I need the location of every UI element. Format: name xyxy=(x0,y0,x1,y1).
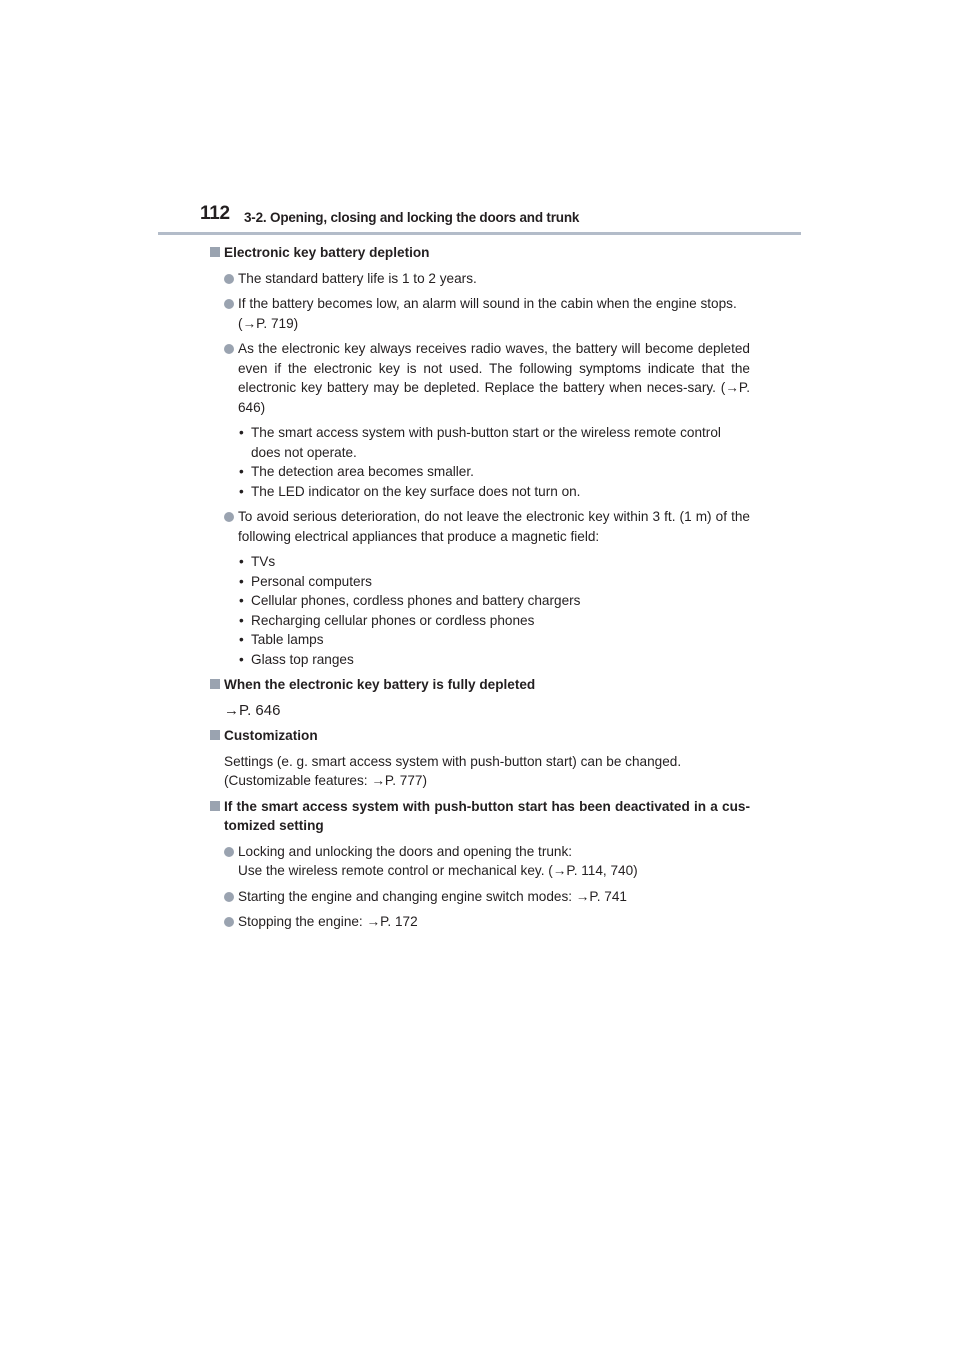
heading-battery-depletion: Electronic key battery depletion xyxy=(210,243,750,263)
page-number: 112 xyxy=(200,203,230,224)
list-item: • Personal computers xyxy=(239,573,372,589)
bullet-low-battery-alarm: If the battery becomes low, an alarm will sound in the cabin when the engine stops. (→P. 719) xyxy=(210,294,750,333)
circle-bullet-icon xyxy=(224,892,234,902)
list-item: • Cellular phones, cordless phones and battery chargers xyxy=(239,593,581,608)
page-content xyxy=(210,243,750,938)
list-item: • The smart access system with push-button start or the wireless remote control does not operate. xyxy=(239,425,721,460)
heading-deactivated: If the smart access system with push-button start has been deactivated in a cus-tomized setting xyxy=(210,797,750,836)
bullet-radio-waves: As the electronic key always receives radio waves, the battery will become depleted even if the electronic key is not used. The following symptoms indicate that the electronic key battery may be depleted. Replace the battery when neces-sary. (→P. 646) xyxy=(210,339,750,417)
customization-text: Settings (e. g. smart access system with push-button start) can be changed. (Customizable features: →P. 777) xyxy=(224,753,682,788)
page-reference: →P. 646 xyxy=(224,701,281,719)
page-reference: (→P. 719) xyxy=(238,315,299,331)
circle-bullet-icon xyxy=(224,344,234,354)
symptom-list xyxy=(210,423,750,501)
square-bullet-icon xyxy=(210,730,220,740)
bullet-starting-engine: Starting the engine and changing engine switch modes: →P. 741 xyxy=(210,887,750,907)
list-item: • The detection area becomes smaller. xyxy=(239,464,474,479)
appliance-list xyxy=(210,552,750,669)
heading-customization: Customization xyxy=(210,726,750,746)
bullet-magnetic-field: To avoid serious deterioration, do not leave the electronic key within 3 ft. (1 m) of the following electrical appliances that produce a magnetic field: xyxy=(210,507,750,546)
circle-bullet-icon xyxy=(224,274,234,284)
circle-bullet-icon xyxy=(224,512,234,522)
circle-bullet-icon xyxy=(224,299,234,309)
circle-bullet-icon xyxy=(224,847,234,857)
list-item: • Recharging cellular phones or cordless phones xyxy=(239,612,535,628)
bullet-stopping-engine: Stopping the engine: →P. 172 xyxy=(210,912,750,932)
square-bullet-icon xyxy=(210,801,220,811)
list-item: • Glass top ranges xyxy=(239,651,354,667)
list-item: • TVs xyxy=(239,554,276,569)
header-rule xyxy=(158,232,801,235)
list-item: • The LED indicator on the key surface does not turn on. xyxy=(239,483,581,499)
section-title: 3-2. Opening, closing and locking the doors and trunk xyxy=(244,210,580,225)
square-bullet-icon xyxy=(210,247,220,257)
page-header xyxy=(0,0,960,240)
bullet-battery-life: The standard battery life is 1 to 2 years. xyxy=(210,269,750,289)
square-bullet-icon xyxy=(210,679,220,689)
heading-fully-depleted: When the electronic key battery is fully depleted xyxy=(210,675,750,695)
list-item: • Table lamps xyxy=(239,632,324,647)
bullet-locking: Locking and unlocking the doors and opening the trunk: Use the wireless remote control or mechanical key. (→P. 114, 740) xyxy=(210,842,750,881)
circle-bullet-icon xyxy=(224,917,234,927)
